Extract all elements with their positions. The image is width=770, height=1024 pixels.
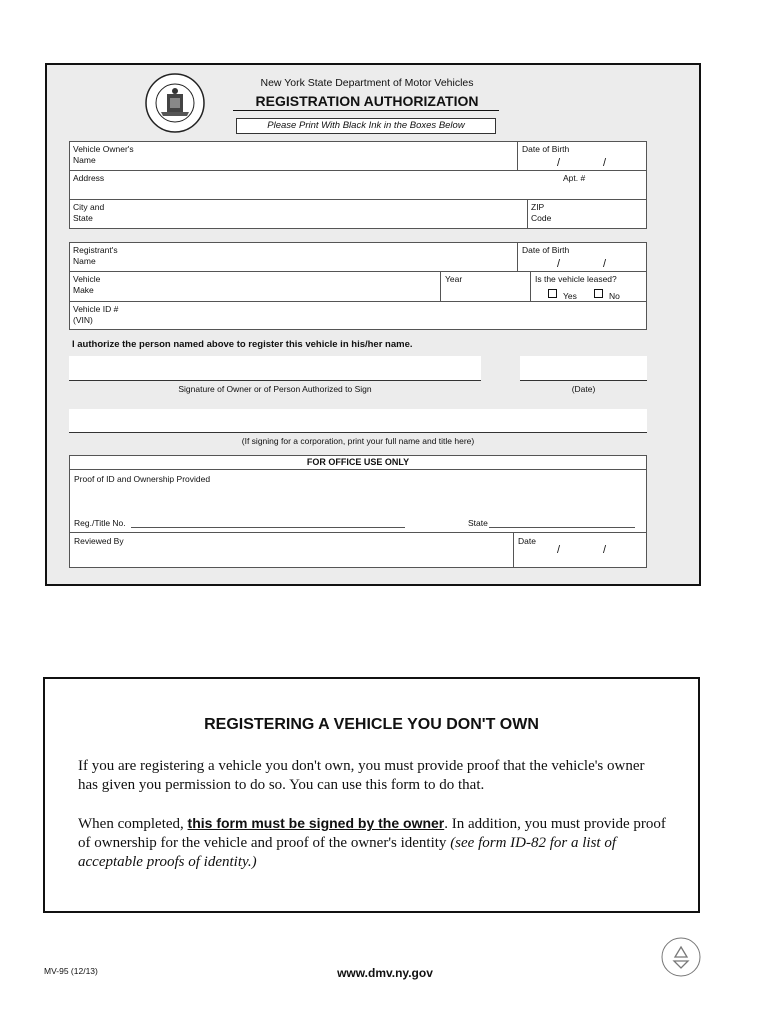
signed-by-owner-emphasis: this form must be signed by the owner [187,815,445,831]
office-use-section [69,455,647,568]
apt-label: Apt. # [563,173,586,183]
city-state-label: City and State [73,202,105,223]
year-label: Year [445,274,463,284]
date-caption: (Date) [571,384,596,394]
info-paragraph-1: If you are registering a vehicle you don't own, you must provide proof that the vehicle's owner has given you permission to do so. You can use this form to do that. [78,758,645,793]
vehicle-make-label: Vehicle Make [73,274,101,295]
reviewed-by-label: Reviewed By [74,536,124,546]
signature-caption: Signature of Owner or of Person Authorized to Sign [178,384,372,394]
vehicle-make-field[interactable] [110,279,438,299]
website: www.dmv.ny.gov [337,966,433,980]
leased-label: Is the vehicle leased? [535,274,617,284]
nys-dmv-seal [144,72,206,134]
reg-title-label: Reg./Title No. [74,518,126,528]
authorization-statement: I authorize the person named above to register this vehicle in his/her name. [72,339,413,350]
info-heading: REGISTERING A VEHICLE YOU DON'T OWN [204,716,539,733]
agency-name: New York State Department of Motor Vehicles [260,77,474,89]
zip-field[interactable] [555,207,645,227]
vin-label: Vehicle ID # (VIN) [73,304,119,325]
leased-no-checkbox[interactable] [594,289,603,298]
info-box [43,677,700,913]
owner-signature-field[interactable] [69,356,481,380]
registrant-name-field[interactable] [120,253,515,269]
office-use-heading: FOR OFFICE USE ONLY [306,457,410,467]
address-label: Address [73,173,105,183]
leased-yes-checkbox[interactable] [548,289,557,298]
leased-no-label: No [609,291,620,301]
owner-name-field[interactable] [120,152,515,168]
state-label: State [468,518,488,528]
proof-label: Proof of ID and Ownership Provided [74,474,211,484]
info-paragraph-2: When completed, this form must be signed by the owner. In addition, you must provide proof of ownership for the vehicle and proof of the owner's identity (see form ID-82 for a list of acceptable proofs of identity.) [78,815,666,870]
owner-dob-field[interactable] [520,155,645,169]
owner-name-label: Vehicle Owner's Name [73,144,134,165]
recycle-icon [660,936,702,978]
form-title: REGISTRATION AUTHORIZATION [255,93,479,109]
corporation-caption: (If signing for a corporation, print your full name and title here) [241,436,475,446]
registrant-name-label: Registrant's Name [73,245,118,266]
office-date-label: Date [518,536,536,546]
vin-field[interactable] [120,306,645,328]
address-field[interactable] [110,180,645,197]
form-number: MV-95 (12/13) [44,966,98,976]
reg-title-line[interactable] [131,527,405,528]
signature-date-field[interactable] [520,356,647,380]
year-field[interactable] [468,279,528,299]
title-underline [233,110,499,111]
city-state-field[interactable] [110,207,525,227]
print-instruction: Please Print With Black Ink in the Boxes Below [236,118,496,134]
state-line[interactable] [489,527,635,528]
registrant-dob-field[interactable] [520,256,645,270]
registrant-dob-label: Date of Birth [522,245,570,255]
zip-label: ZIP Code [531,202,552,223]
leased-yes-label: Yes [563,291,577,301]
owner-dob-label: Date of Birth [522,144,570,154]
corporation-name-title-field[interactable] [69,409,647,432]
